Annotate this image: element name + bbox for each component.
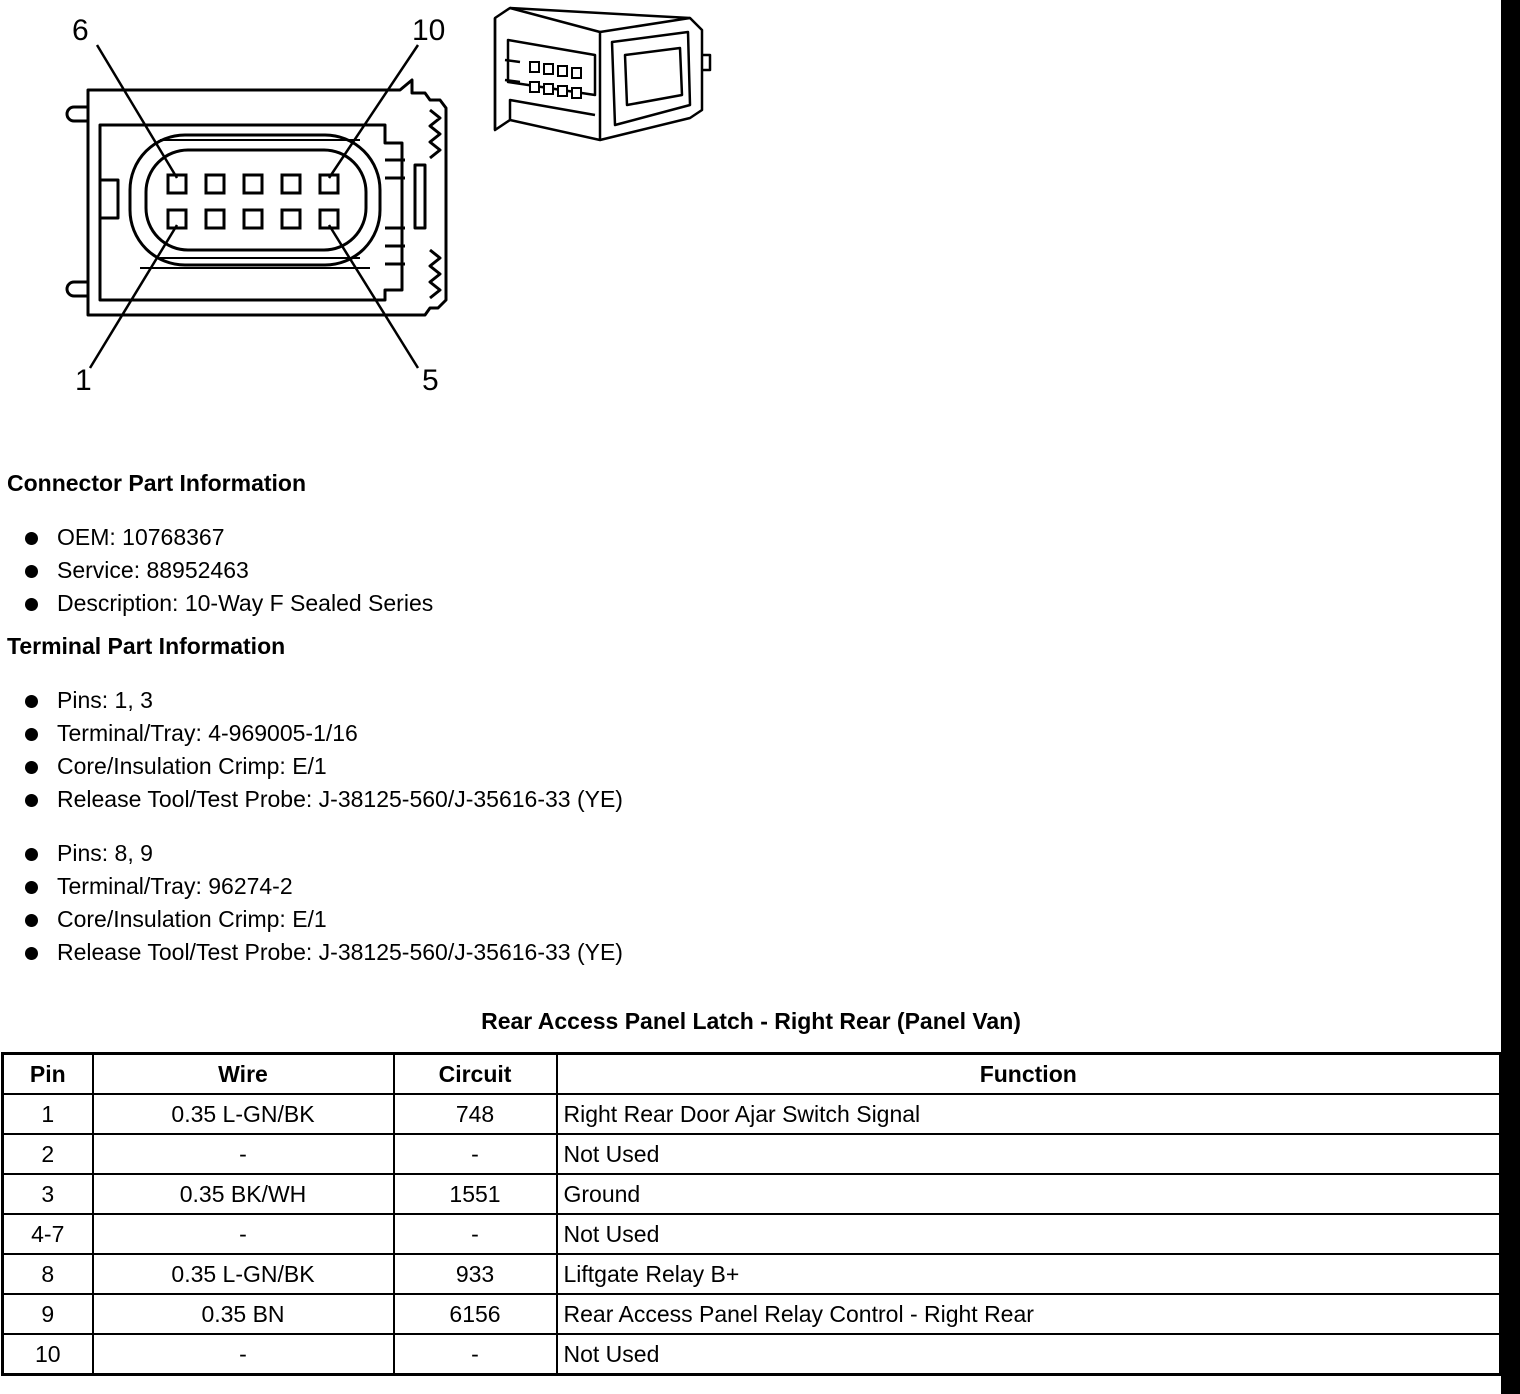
connector-info-item: Service: 88952463	[0, 554, 433, 587]
terminal-info-item: Terminal/Tray: 4-969005-1/16	[0, 717, 623, 750]
column-header-function: Function	[557, 1054, 1501, 1095]
housing-left-notches	[100, 180, 118, 218]
pin-cavity	[282, 175, 300, 193]
table-row	[3, 1174, 1501, 1214]
cell-circuit: -	[394, 1134, 557, 1174]
cell-pin: 2	[3, 1134, 93, 1174]
cell-function: Ground	[557, 1174, 1501, 1214]
connector-info-list	[0, 521, 433, 620]
cell-wire: -	[93, 1134, 394, 1174]
cell-pin: 1	[3, 1094, 93, 1134]
cell-pin: 10	[3, 1334, 93, 1375]
pin-cavity	[282, 210, 300, 228]
pin-label-5: 5	[422, 364, 439, 397]
table-title: Rear Access Panel Latch - Right Rear (Panel Van)	[481, 1008, 1021, 1034]
cell-wire: 0.35 L-GN/BK	[93, 1094, 394, 1134]
table-row	[3, 1134, 1501, 1174]
housing-serrated-edge	[430, 110, 440, 298]
table-row	[3, 1214, 1501, 1254]
table-row	[3, 1294, 1501, 1334]
cell-pin: 8	[3, 1254, 93, 1294]
column-header-pin: Pin	[3, 1054, 93, 1095]
housing-left-tab-top	[67, 107, 88, 121]
terminal-info-group-1	[0, 684, 623, 816]
cell-function: Liftgate Relay B+	[557, 1254, 1501, 1294]
cell-circuit: 748	[394, 1094, 557, 1134]
pin-cavities	[168, 175, 338, 228]
pin-cavity	[206, 210, 224, 228]
pin-cavity	[244, 210, 262, 228]
cell-wire: 0.35 L-GN/BK	[93, 1254, 394, 1294]
leader-line-pin-10	[329, 45, 418, 178]
cell-wire: 0.35 BK/WH	[93, 1174, 394, 1214]
isometric-pin-cavities	[530, 62, 581, 98]
column-header-circuit: Circuit	[394, 1054, 557, 1095]
connector-housing-outline	[88, 80, 446, 315]
page-right-border	[1501, 0, 1520, 1394]
connector-diagram	[0, 0, 720, 410]
cell-function: Not Used	[557, 1134, 1501, 1174]
cell-pin: 3	[3, 1174, 93, 1214]
terminal-info-item: Terminal/Tray: 96274-2	[0, 870, 623, 903]
cell-function: Not Used	[557, 1214, 1501, 1254]
terminal-info-item: Pins: 8, 9	[0, 837, 623, 870]
pin-cavity	[206, 175, 224, 193]
connector-info-item: OEM: 10768367	[0, 521, 433, 554]
cell-circuit: 6156	[394, 1294, 557, 1334]
table-row	[3, 1094, 1501, 1134]
pin-label-1: 1	[75, 364, 92, 397]
pin-label-6: 6	[72, 14, 89, 47]
cell-wire: -	[93, 1334, 394, 1375]
terminal-info-item: Release Tool/Test Probe: J-38125-560/J-35616-33 (YE)	[0, 936, 623, 969]
connector-info-item: Description: 10-Way F Sealed Series	[0, 587, 433, 620]
pin-function-table	[1, 1052, 1502, 1376]
pin-cavity	[244, 175, 262, 193]
connector-info-heading: Connector Part Information	[7, 470, 307, 496]
cell-pin: 4-7	[3, 1214, 93, 1254]
terminal-info-heading: Terminal Part Information	[7, 633, 286, 659]
table-header-row	[3, 1054, 1501, 1095]
connector-seal-inner	[146, 150, 366, 250]
cell-function: Right Rear Door Ajar Switch Signal	[557, 1094, 1501, 1134]
connector-isometric-view	[495, 8, 710, 140]
cell-wire: -	[93, 1214, 394, 1254]
terminal-info-item: Pins: 1, 3	[0, 684, 623, 717]
cell-circuit: -	[394, 1214, 557, 1254]
cell-circuit: 1551	[394, 1174, 557, 1214]
housing-left-tab-bottom	[67, 282, 88, 296]
column-header-wire: Wire	[93, 1054, 394, 1095]
leader-line-pin-6	[97, 45, 177, 178]
cell-function: Not Used	[557, 1334, 1501, 1375]
cell-circuit: -	[394, 1334, 557, 1375]
terminal-info-item: Core/Insulation Crimp: E/1	[0, 750, 623, 783]
leader-line-pin-1	[90, 225, 177, 368]
table-row	[3, 1254, 1501, 1294]
terminal-info-item: Core/Insulation Crimp: E/1	[0, 903, 623, 936]
cell-function: Rear Access Panel Relay Control - Right Rear	[557, 1294, 1501, 1334]
cell-wire: 0.35 BN	[93, 1294, 394, 1334]
pin-label-10: 10	[412, 14, 446, 47]
cell-circuit: 933	[394, 1254, 557, 1294]
table-row	[3, 1334, 1501, 1375]
terminal-info-group-2	[0, 837, 623, 969]
terminal-info-item: Release Tool/Test Probe: J-38125-560/J-35616-33 (YE)	[0, 783, 623, 816]
housing-right-rail	[415, 165, 425, 228]
cell-pin: 9	[3, 1294, 93, 1334]
